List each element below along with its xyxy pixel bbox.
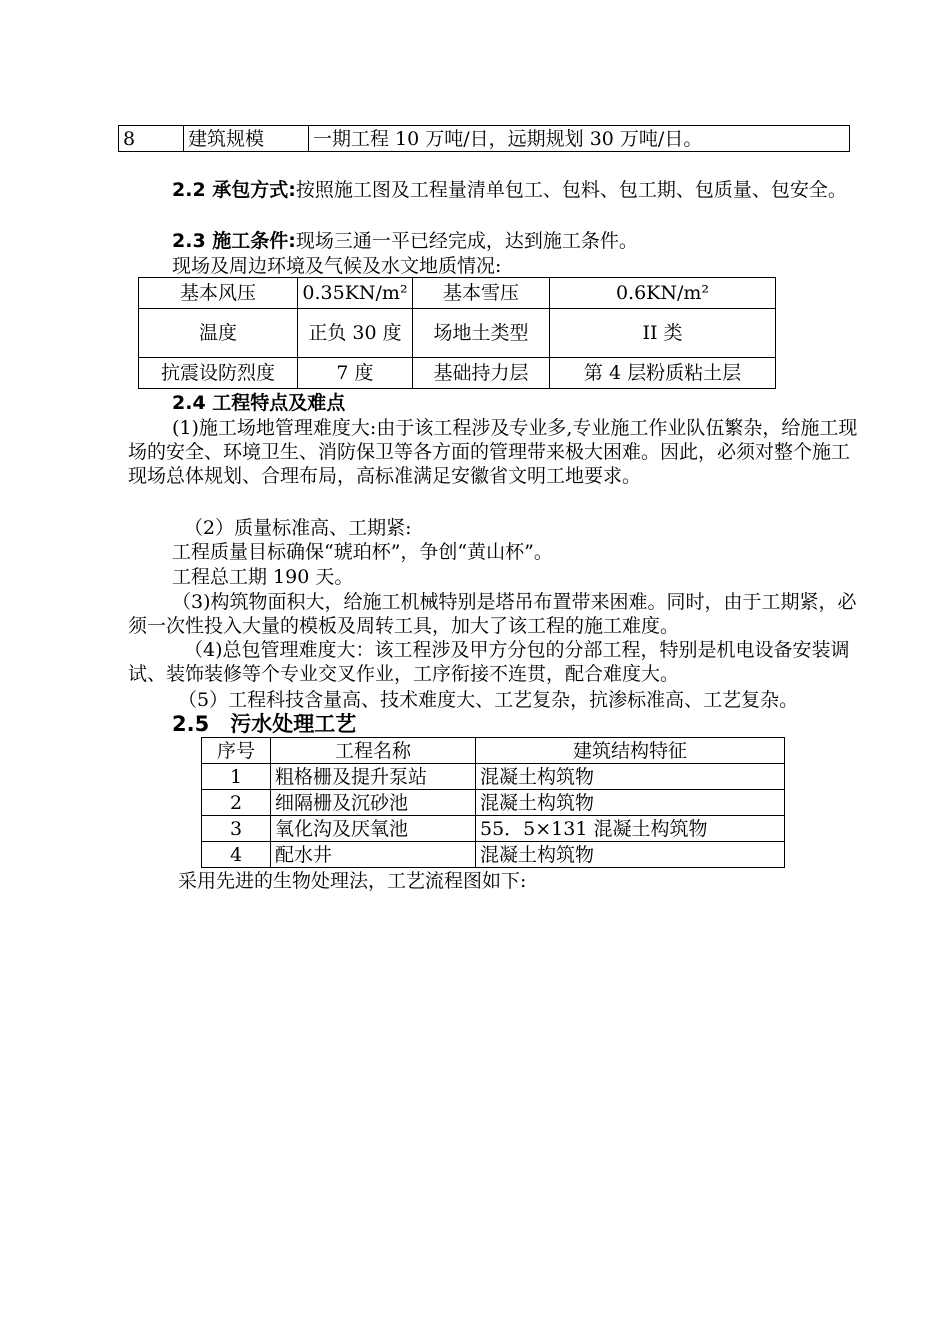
table-row <box>202 816 785 842</box>
header-cell: 建筑结构特征 <box>476 738 785 764</box>
env-intro: 现场及周边环境及气候及水文地质情况: <box>172 255 502 277</box>
scale-table <box>118 125 850 152</box>
row-content: 一期工程 10 万吨/日，远期规划 30 万吨/日。 <box>309 126 850 152</box>
section-2-4-p6: （4)总包管理难度大：该工程涉及甲方分包的分部工程，特别是机电设备安装调试、装饰装修等个专业交叉作业，工序衔接不连贯，配合难度大。 <box>128 639 850 685</box>
section-2-2-heading: 2.2 承包方式: <box>172 179 296 201</box>
table-cell: 55．5×131 混凝土构筑物 <box>476 816 785 842</box>
header-cell: 序号 <box>202 738 271 764</box>
table-cell: 温度 <box>139 309 298 358</box>
table-row <box>139 278 776 309</box>
section-2-4-p2: （2）质量标准高、工期紧: <box>184 517 412 539</box>
table-row <box>202 790 785 816</box>
process-footer: 采用先进的生物处理法，工艺流程图如下: <box>178 870 527 892</box>
header-cell: 工程名称 <box>271 738 476 764</box>
row-number: 8 <box>119 126 184 152</box>
table-cell: 基本风压 <box>139 278 298 309</box>
section-2-3-heading: 2.3 施工条件: <box>172 230 296 252</box>
table-cell: 基本雪压 <box>413 278 550 309</box>
table-cell: 粗格栅及提升泵站 <box>271 764 476 790</box>
section-2-4-heading: 2.4 工程特点及难点 <box>172 392 346 414</box>
table-cell: 3 <box>202 816 271 842</box>
table-cell: 混凝土构筑物 <box>476 790 785 816</box>
table-cell: 1 <box>202 764 271 790</box>
section-2-4-p1: (1)施工场地管理难度大:由于该工程涉及专业多,专业施工作业队伍繁杂，给施工现场的安全、环境卫生、消防保卫等各方面的管理带来极大困难。因此，必须对整个施工现场总体规划、合理布局，高标准满足安徽省文明工地要求。 <box>128 417 858 487</box>
section-2-2-text: 按照施工图及工程量清单包工、包料、包工期、包质量、包安全。 <box>295 179 847 201</box>
section-2-4-p5: （3)构筑物面积大，给施工机械特别是塔吊布置带来困难。同时，由于工期紧，必须一次性投入大量的模板及周转工具，加大了该工程的施工难度。 <box>128 591 857 637</box>
table-cell: 7 度 <box>298 358 413 389</box>
section-2-3-text: 现场三通一平已经完成，达到施工条件。 <box>295 230 638 252</box>
environment-table <box>138 277 776 389</box>
table-row <box>119 126 850 152</box>
process-table <box>201 737 785 868</box>
section-2-2 <box>128 178 860 202</box>
table-cell: 4 <box>202 842 271 868</box>
section-2-3 <box>128 229 860 253</box>
table-cell: 0.35KN/m² <box>298 278 413 309</box>
table-cell: 混凝土构筑物 <box>476 764 785 790</box>
section-2-4-p3: 工程质量目标确保“琥珀杯”，争创“黄山杯”。 <box>172 541 553 563</box>
table-row <box>202 842 785 868</box>
table-cell: 配水井 <box>271 842 476 868</box>
row-item: 建筑规模 <box>184 126 309 152</box>
table-cell: 混凝土构筑物 <box>476 842 785 868</box>
table-cell: 氧化沟及厌氧池 <box>271 816 476 842</box>
table-cell: 0.6KN/m² <box>550 278 776 309</box>
section-2-5-heading: 2.5 污水处理工艺 <box>172 712 357 736</box>
table-cell: 抗震设防烈度 <box>139 358 298 389</box>
table-row <box>139 358 776 389</box>
table-row <box>139 309 776 358</box>
section-2-4-p4: 工程总工期 190 天。 <box>172 566 354 588</box>
table-cell: 2 <box>202 790 271 816</box>
table-cell: II 类 <box>550 309 776 358</box>
table-cell: 正负 30 度 <box>298 309 413 358</box>
table-cell: 第 4 层粉质粘土层 <box>550 358 776 389</box>
section-2-4-p7: （5）工程科技含量高、技术难度大、工艺复杂，抗渗标准高、工艺复杂。 <box>178 689 799 711</box>
table-cell: 场地土类型 <box>413 309 550 358</box>
table-row <box>202 764 785 790</box>
table-cell: 基础持力层 <box>413 358 550 389</box>
table-cell: 细隔栅及沉砂池 <box>271 790 476 816</box>
table-header-row <box>202 738 785 764</box>
